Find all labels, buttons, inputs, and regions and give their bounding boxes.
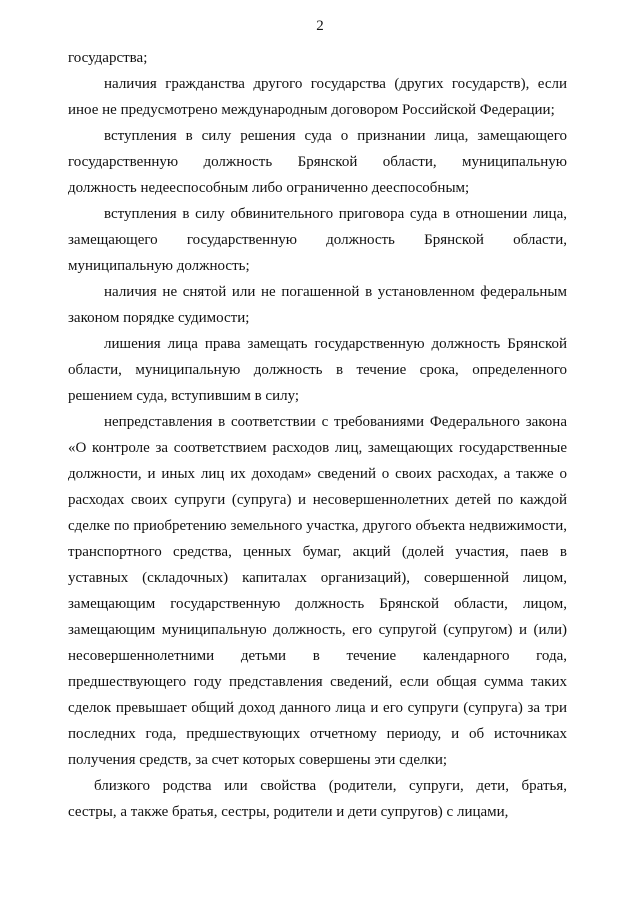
paragraph (68, 45, 567, 71)
paragraph-line: законом порядке судимости; (68, 310, 250, 326)
paragraph-line: муниципальную должность; (68, 258, 250, 274)
paragraph (68, 123, 567, 201)
paragraph-line: вступления в силу обвинительного приговора суда в отношении лица, (104, 206, 567, 222)
page-number: 2 (316, 18, 324, 34)
paragraph-line: последних года, предшествующих отчетному периоду, и об источниках (68, 726, 567, 742)
paragraph-line: «О контроле за соответствием расходов лиц, замещающих государственные (68, 440, 567, 456)
paragraph-line: иное не предусмотрено международным договором Российской Федерации; (68, 102, 555, 118)
paragraph-line: наличия гражданства другого государства (других государств), если (104, 76, 567, 92)
paragraph-line: замещающим муниципальную должность, его супругой (супругом) и (или) (68, 622, 567, 638)
paragraph (68, 409, 567, 773)
paragraph-line: решением суда, вступившим в силу; (68, 388, 300, 404)
document-body (68, 45, 567, 825)
paragraph-line: замещающего государственную должность Брянской области, (68, 232, 567, 248)
paragraph-line: замещающим государственную должность Брянской области, лицом, (68, 596, 567, 612)
paragraph-line: должность недееспособным либо ограниченно дееспособным; (68, 180, 470, 196)
paragraph-line: расходах своих супруги (супруга) и несовершеннолетних детей по каждой (68, 492, 567, 508)
paragraph (68, 201, 567, 279)
paragraph-line: государства; (68, 50, 148, 66)
paragraph (68, 279, 567, 331)
paragraph-line: несовершеннолетними детьми в течение календарного года, (68, 648, 567, 664)
paragraph-line: государственную должность Брянской области, муниципальную (68, 154, 567, 170)
paragraph-line: сестры, а также братья, сестры, родители и дети супругов) с лицами, (68, 804, 509, 820)
paragraph-line: сделок превышает общий доход данного лица и его супруги (супруга) за три (68, 700, 567, 716)
paragraph-line: области, муниципальную должность в течение срока, определенного (68, 362, 567, 378)
paragraph-line: предшествующего году представления сведений, если общая сумма таких (68, 674, 567, 690)
paragraph-line: получения средств, за счет которых совершены эти сделки; (68, 752, 448, 768)
paragraph-line: транспортного средства, ценных бумаг, акций (долей участия, паев в (68, 544, 567, 560)
paragraph-line: должности, и иных лиц их доходам» сведений о своих расходах, а также о (68, 466, 567, 482)
paragraph-line: непредставления в соответствии с требованиями Федерального закона (104, 414, 567, 430)
paragraph-line: уставных (складочных) капиталах организаций), совершенной лицом, (68, 570, 567, 586)
paragraph-line: наличия не снятой или не погашенной в установленном федеральным (104, 284, 567, 300)
paragraph-line: близкого родства или свойства (родители, супруги, дети, братья, (94, 778, 567, 794)
paragraph-line: вступления в силу решения суда о признании лица, замещающего (104, 128, 567, 144)
paragraph (68, 71, 567, 123)
paragraph (68, 773, 567, 825)
paragraph-line: лишения лица права замещать государственную должность Брянской (104, 336, 567, 352)
paragraph-line: сделке по приобретению земельного участка, другого объекта недвижимости, (68, 518, 567, 534)
paragraph (68, 331, 567, 409)
